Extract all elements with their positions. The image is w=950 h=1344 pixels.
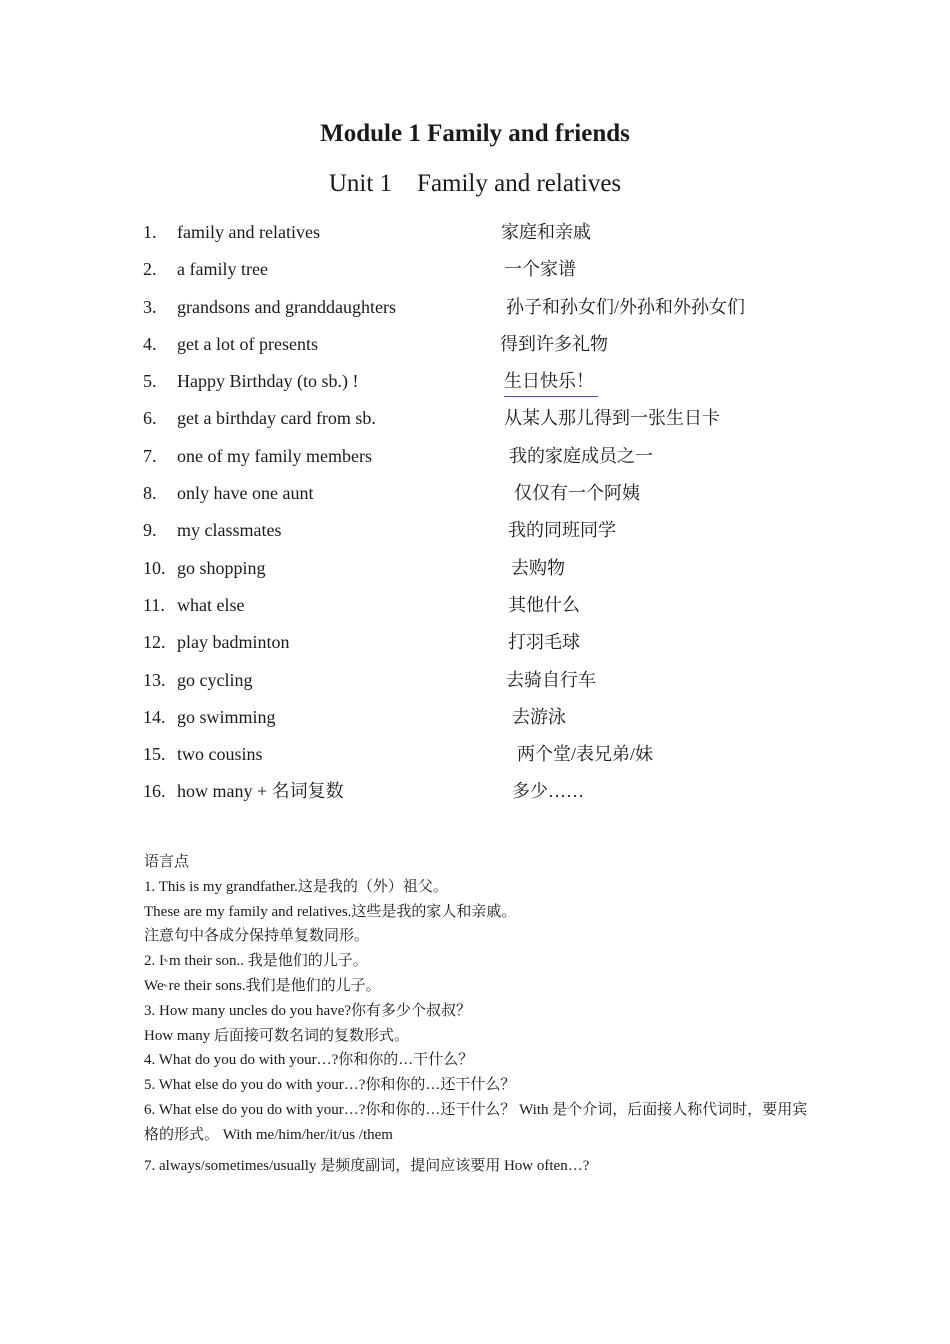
vocab-number: 4. (143, 333, 157, 354)
vocab-row (143, 739, 843, 776)
vocab-row (143, 776, 843, 813)
vocab-chinese: 打羽毛球 (508, 632, 580, 653)
vocab-number: 14. (143, 706, 166, 727)
vocab-number: 5. (143, 371, 157, 392)
note-line: 6. What else do you do with your…?你和你的…还干什么？ With 是个介词，后面接人称代词时，要用宾格的形式。 With me/him/her/it/us /them (144, 1101, 808, 1143)
vocab-chinese: 从某人那儿得到一张生日卡 (504, 408, 720, 429)
vocab-chinese: 生日快乐！ (504, 366, 598, 397)
vocab-chinese: 两个堂/表兄弟/妹 (517, 744, 654, 765)
note-line: 1. This is my grandfather.这是我的（外）祖父。 (144, 878, 448, 895)
vocab-row (143, 515, 843, 552)
vocab-number: 12. (143, 632, 166, 653)
vocab-english: one of my family members (177, 445, 372, 466)
vocab-english: only have one aunt (177, 483, 314, 504)
vocab-row (143, 590, 843, 627)
vocab-number: 6. (143, 408, 157, 429)
vocab-row (143, 702, 843, 739)
vocab-number: 8. (143, 483, 157, 504)
vocab-chinese: 去游泳 (512, 706, 566, 727)
vocab-english: two cousins (177, 744, 263, 765)
vocab-number: 13. (143, 669, 166, 690)
vocab-number: 1. (143, 222, 157, 242)
vocab-number: 9. (143, 520, 157, 541)
vocab-row (143, 665, 843, 702)
vocab-chinese: 家庭和亲戚 (501, 222, 591, 242)
vocab-row (143, 366, 843, 403)
note-line: These are my family and relatives.这些是我的家人和亲戚。 (144, 903, 517, 920)
note-line: 5. What else do you do with your…?你和你的…还干什么？ (144, 1077, 516, 1094)
vocab-number: 11. (143, 594, 165, 615)
vocab-chinese: 我的同班同学 (508, 520, 616, 541)
note-line: 7. always/sometimes/usually 是频度副词，提问应该要用 How often…? (144, 1157, 590, 1174)
vocab-english: my classmates (177, 520, 282, 541)
vocab-number: 16. (143, 781, 166, 802)
vocab-english: play badminton (177, 632, 290, 653)
vocab-english: how many + 名词复数 (177, 781, 344, 802)
vocab-chinese: 一个家谱 (504, 259, 576, 280)
vocab-number: 2. (143, 259, 157, 280)
vocab-english: go swimming (177, 706, 276, 727)
vocab-row (143, 553, 843, 590)
vocab-chinese: 多少…… (512, 781, 584, 802)
note-line: We˞re their sons.我们是他们的儿子。 (144, 977, 381, 994)
vocab-row (143, 478, 843, 515)
vocab-english: what else (177, 594, 245, 615)
vocab-number: 7. (143, 445, 157, 466)
vocab-row (143, 292, 843, 329)
vocab-english: a family tree (177, 259, 268, 280)
unit-title: Unit 1 Family and relatives (328, 170, 622, 197)
vocab-chinese: 去购物 (511, 557, 565, 578)
vocab-english: grandsons and granddaughters (177, 296, 396, 317)
vocab-english: Happy Birthday (to sb.) ! (177, 371, 359, 392)
note-line: How many 后面接可数名词的复数形式。 (144, 1027, 409, 1044)
vocab-chinese: 孙子和孙女们/外孙和外孙女们 (506, 296, 745, 317)
vocab-english: go shopping (177, 557, 266, 578)
vocab-english: get a birthday card from sb. (177, 408, 376, 429)
note-line: 2. I˞m their son.. 我是他们的儿子。 (144, 953, 368, 970)
vocab-chinese: 去骑自行车 (506, 669, 596, 690)
vocab-chinese: 得到许多礼物 (500, 333, 608, 354)
vocab-row (143, 403, 843, 440)
vocab-chinese: 我的家庭成员之一 (509, 445, 653, 466)
vocab-english: go cycling (177, 669, 253, 690)
vocab-english: get a lot of presents (177, 333, 318, 354)
vocab-english: family and relatives (177, 222, 320, 242)
module-title: Module 1 Family and friends (320, 120, 630, 147)
note-line: 注意句中各成分保持单复数同形。 (144, 928, 370, 945)
vocab-row (143, 217, 843, 254)
vocab-number: 3. (143, 296, 157, 317)
vocab-row (143, 329, 843, 366)
note-line: 3. How many uncles do you have?你有多少个叔叔？ (144, 1002, 472, 1019)
notes-heading: 语言点 (144, 854, 190, 870)
vocab-number: 10. (143, 557, 166, 578)
vocab-chinese: 其他什么 (508, 594, 580, 615)
vocab-chinese: 仅仅有一个阿姨 (514, 483, 640, 504)
note-line: 4. What do you do with your…?你和你的…干什么？ (144, 1052, 474, 1069)
vocab-row (143, 441, 843, 478)
language-notes (144, 850, 814, 1178)
vocab-list (143, 217, 843, 814)
vocab-number: 15. (143, 744, 166, 765)
vocab-row (143, 627, 843, 664)
vocab-row (143, 254, 843, 291)
